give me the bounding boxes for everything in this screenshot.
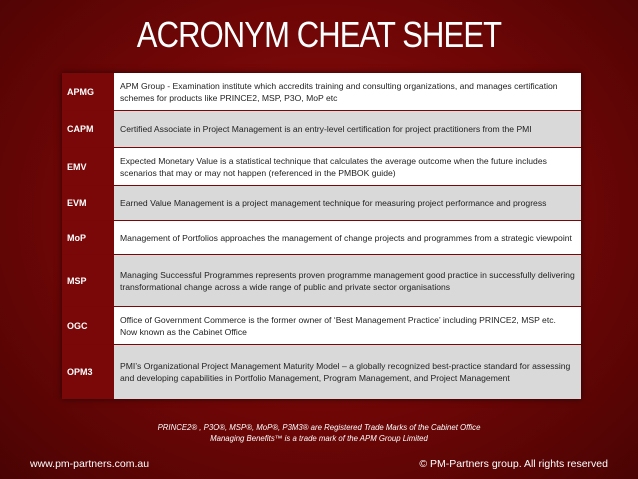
table-row bbox=[62, 111, 581, 148]
acronym-cell: EMV bbox=[62, 148, 114, 185]
description-cell: Office of Government Commerce is the former owner of ‘Best Management Practice’ including PRINCE2, MSP etc. Now known as the Cabinet Office bbox=[114, 307, 581, 344]
trademark-line: PRINCE2® , P3O®, MSP®, MoP®, P3M3® are Registered Trade Marks of the Cabinet Office bbox=[157, 423, 481, 432]
acronym-cell: MoP bbox=[62, 221, 114, 254]
table-row bbox=[62, 345, 581, 399]
description-cell: PMI’s Organizational Project Management Maturity Model – a globally recognized best-practice standard for assessing and developing capabilities in Portfolio Management, Program Management, and Project Management bbox=[114, 345, 581, 399]
acronym-cell: OGC bbox=[62, 307, 114, 344]
table-row bbox=[62, 73, 581, 111]
description-cell: Management of Portfolios approaches the management of change projects and programmes from a strategic viewpoint bbox=[114, 221, 581, 254]
acronym-cell: APMG bbox=[62, 73, 114, 110]
description-cell: Expected Monetary Value is a statistical technique that calculates the average outcome when the future includes scenarios that may or may not happen (referenced in the PMBOK guide) bbox=[114, 148, 581, 185]
description-cell: Earned Value Management is a project management technique for measuring project performance and progress bbox=[114, 186, 581, 220]
acronym-cell: OPM3 bbox=[62, 345, 114, 399]
acronym-cell: EVM bbox=[62, 186, 114, 220]
acronym-table bbox=[62, 73, 581, 399]
table-row bbox=[62, 307, 581, 345]
trademark-line: Managing Benefits™ is a trade mark of the APM Group Limited bbox=[210, 434, 428, 443]
copyright-text: © PM-Partners group. All rights reserved bbox=[419, 458, 608, 470]
table-row bbox=[62, 148, 581, 186]
acronym-cell: CAPM bbox=[62, 111, 114, 147]
table-row bbox=[62, 255, 581, 307]
table-row bbox=[62, 221, 581, 255]
table-row bbox=[62, 186, 581, 221]
website-link[interactable]: www.pm-partners.com.au bbox=[30, 458, 150, 470]
acronym-cell: MSP bbox=[62, 255, 114, 306]
description-cell: APM Group - Examination institute which accredits training and consulting organizations, and manages certification schemes for products like PRINCE2, MSP, P3O, MoP etc bbox=[114, 73, 581, 110]
trademark-notice bbox=[0, 422, 638, 444]
description-cell: Managing Successful Programmes represents proven programme management good practice in successfully delivering transformational change across a wide range of public and private sector organisations bbox=[114, 255, 581, 306]
page-title: ACRONYM CHEAT SHEET bbox=[136, 14, 502, 55]
description-cell: Certified Associate in Project Management is an entry-level certification for project practitioners from the PMI bbox=[114, 111, 581, 147]
